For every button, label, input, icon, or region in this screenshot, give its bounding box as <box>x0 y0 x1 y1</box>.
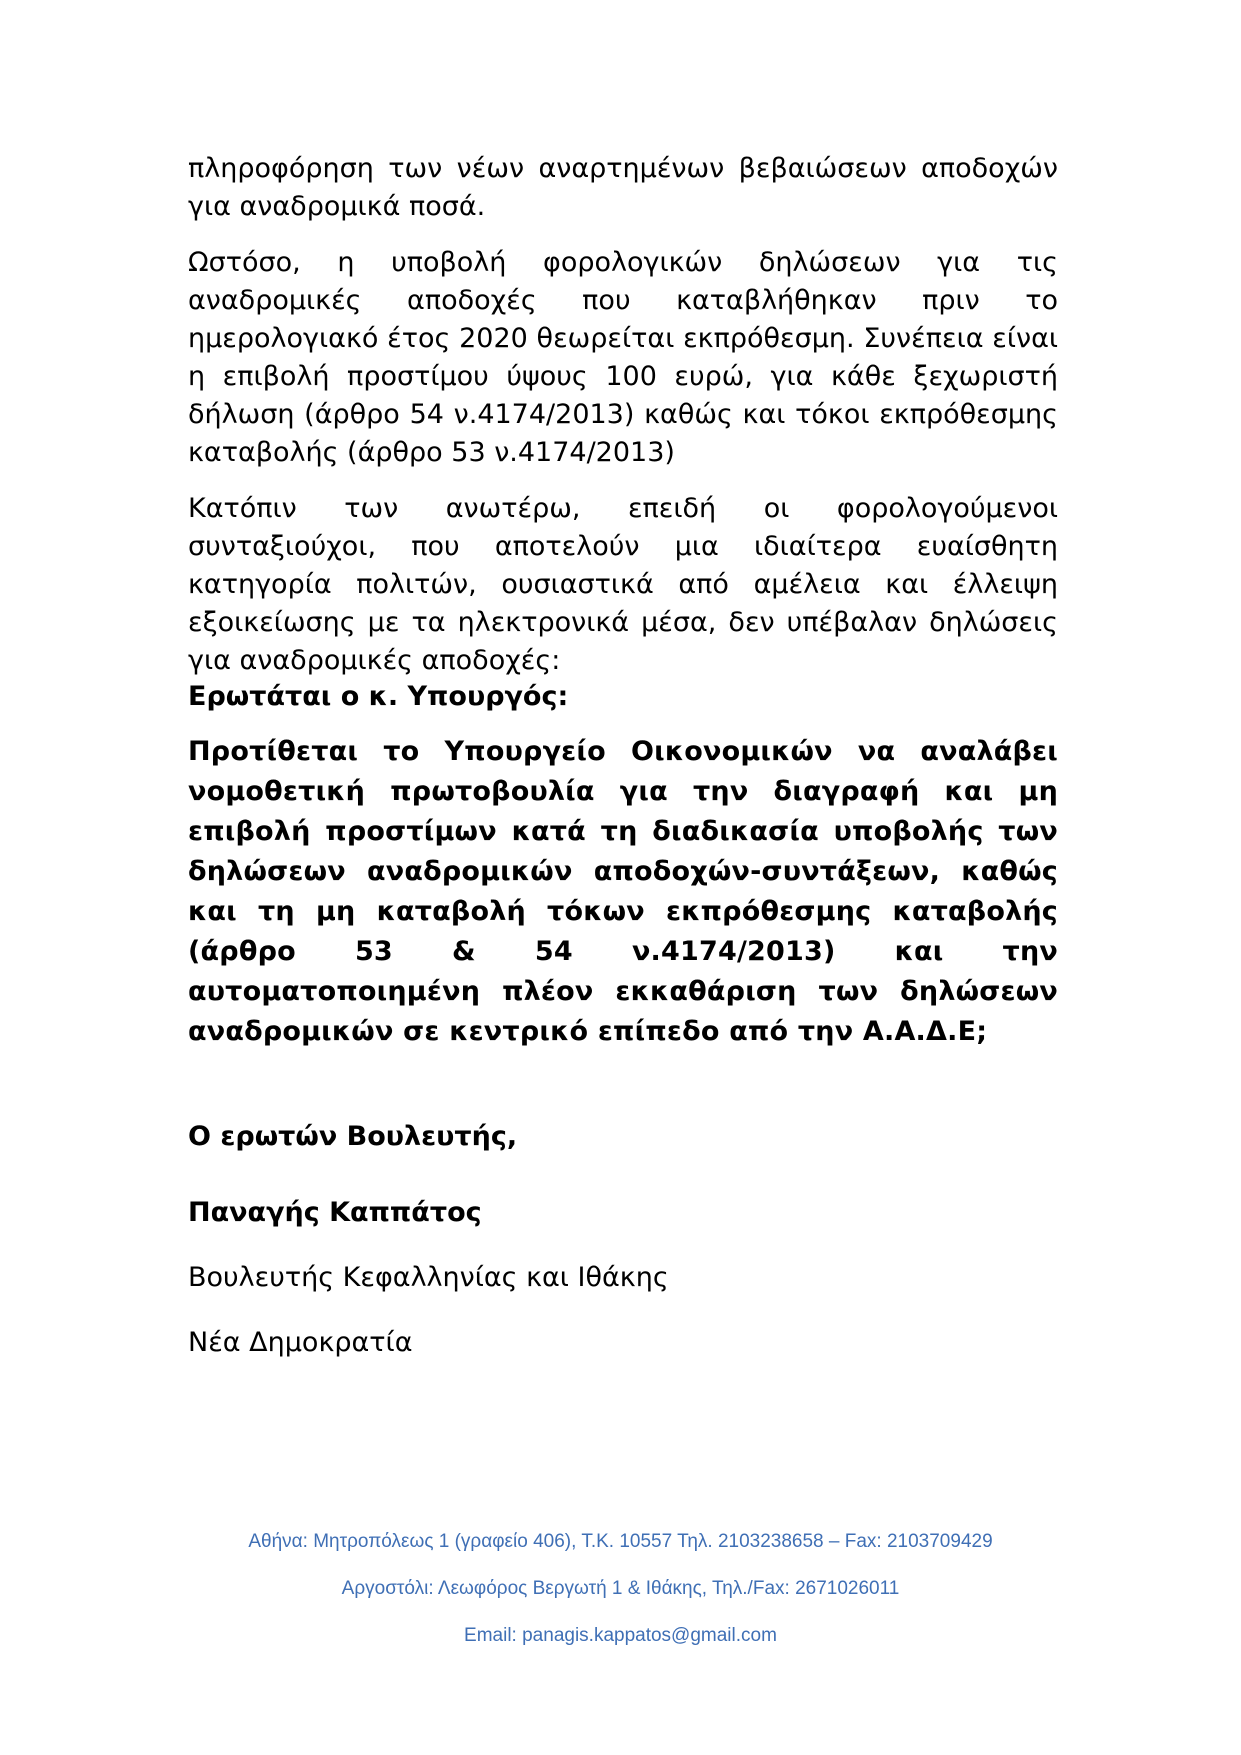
question-heading: Ερωτάται ο κ. Υπουργός: <box>188 681 569 712</box>
footer-athens-address: Αθήνα: Μητροπόλεως 1 (γραφείο 406), Τ.Κ. 10557 Τηλ. 2103238658 – Fax: 2103709429 <box>248 1531 993 1552</box>
signature-constituency: Βουλευτής Κεφαλληνίας και Ιθάκης <box>188 1262 669 1293</box>
body-paragraph-1: πληροφόρηση των νέων αναρτημένων βεβαιώσεων αποδοχών για αναδρομικά ποσά. <box>188 153 1058 222</box>
body-paragraph-2: Ωστόσο, η υποβολή φορολογικών δηλώσεων για τις αναδρομικές αποδοχές που καταβλήθηκαν πριν το ημερολογιακό έτος 2020 θεωρείται εκπρόθεσμη. Συνέπεια είναι η επιβολή προστίμου ύψους 100 ευρώ, για κάθε ξεχωριστή δήλωση (άρθρο 54 ν.4174/2013) καθώς και τόκοι εκπρόθεσμης καταβολής (άρθρο 53 ν.4174/2013) <box>188 247 1058 468</box>
document-content <box>188 150 1058 1358</box>
footer-email[interactable]: Email: panagis.kappatos@gmail.com <box>464 1625 777 1646</box>
signature-name: Παναγής Καππάτος <box>188 1197 482 1228</box>
footer-argostoli-address: Αργοστόλι: Λεωφόρος Βεργωτή 1 & Ιθάκης, Τηλ./Fax: 2671026011 <box>341 1578 900 1599</box>
question-text: Προτίθεται το Υπουργείο Οικονομικών να αναλάβει νομοθετική πρωτοβουλία για την διαγραφή και μη επιβολή προστίμων κατά τη διαδικασία υποβολής των δηλώσεων αναδρομικών αποδοχών-συντάξεων, καθώς και τη μη καταβολή τόκων εκπρόθεσμης καταβολής (άρθρο 53 & 54 ν.4174/2013) και την αυτοματοποιημένη πλέον εκκαθάριση των δηλώσεων αναδρομικών σε κεντρικό επίπεδο από την Α.Α.Δ.Ε; <box>188 736 1058 1047</box>
body-paragraph-3: Κατόπιν των ανωτέρω, επειδή οι φορολογούμενοι συνταξιούχοι, που αποτελούν μια ιδιαίτερα ευαίσθητη κατηγορία πολιτών, ουσιαστικά από αμέλεια και έλλειψη εξοικείωσης με τα ηλεκτρονικά μέσα, δεν υπέβαλαν δηλώσεις για αναδρομικές αποδοχές: <box>188 493 1058 676</box>
signature-party: Νέα Δημοκρατία <box>188 1327 413 1358</box>
signature-role: Ο ερωτών Βουλευτής, <box>188 1121 518 1152</box>
